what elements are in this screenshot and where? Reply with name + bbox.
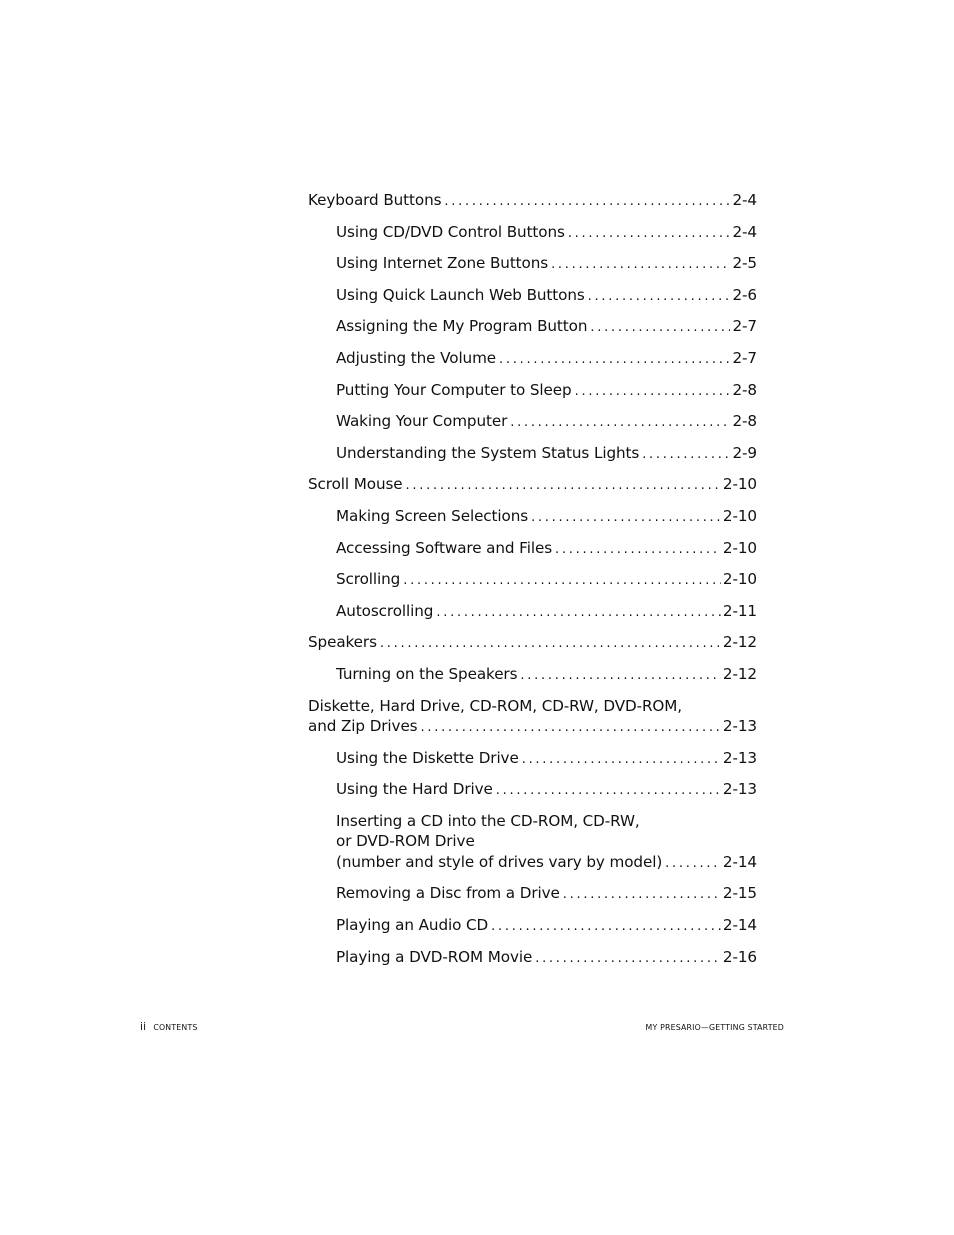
toc-entry[interactable] — [308, 411, 757, 434]
toc-entry-title: Autoscrolling — [336, 601, 434, 620]
footer-page-number: ii — [140, 1021, 147, 1033]
dot-leader — [491, 917, 721, 938]
toc-entry[interactable] — [308, 253, 757, 276]
dot-leader — [535, 949, 721, 970]
toc-entry[interactable] — [308, 474, 757, 497]
toc-entry[interactable] — [308, 915, 757, 938]
toc-entry-row — [336, 947, 757, 970]
toc-entry[interactable] — [308, 285, 757, 308]
dot-leader — [421, 718, 721, 739]
toc-entry-title: Playing an Audio CD — [336, 915, 489, 934]
toc-entry-page-number: 2-12 — [722, 633, 757, 652]
toc-entry-row — [336, 664, 757, 687]
toc-entry-page-number: 2-7 — [732, 317, 757, 336]
toc-entry-row — [308, 716, 757, 739]
dot-leader — [380, 634, 721, 655]
toc-entry[interactable] — [308, 601, 757, 624]
toc-entry[interactable] — [308, 696, 757, 739]
toc-entry[interactable] — [308, 947, 757, 970]
toc-entry-title: Keyboard Buttons — [308, 191, 442, 209]
dot-leader — [568, 224, 731, 245]
toc-entry-page-number: 2-8 — [732, 412, 757, 431]
toc-entry[interactable] — [308, 569, 757, 592]
toc-entry[interactable] — [308, 664, 757, 687]
toc-entry-page-number: 2-15 — [722, 884, 757, 903]
toc-entry-title: Assigning the My Program Button — [336, 317, 588, 336]
toc-entry-page-number: 2-9 — [732, 443, 757, 462]
toc-entry[interactable] — [308, 316, 757, 339]
dot-leader — [499, 350, 730, 371]
dot-leader — [496, 781, 721, 802]
toc-entry-title: Putting Your Computer to Sleep — [336, 380, 572, 399]
dot-leader — [403, 571, 721, 592]
dot-leader — [642, 445, 730, 466]
toc-entry-page-number: 2-7 — [732, 348, 757, 367]
toc-entry-page-number: 2-5 — [732, 254, 757, 273]
dot-leader — [588, 287, 731, 308]
dot-leader — [522, 750, 721, 771]
toc-entry-title: and Zip Drives — [308, 717, 418, 735]
toc-entry-row — [336, 779, 757, 802]
toc-entry[interactable] — [308, 348, 757, 371]
toc-entry-row — [336, 443, 757, 466]
toc-entry-row — [336, 222, 757, 245]
toc-entry-page-number: 2-8 — [732, 380, 757, 399]
toc-entry-title: Playing a DVD-ROM Movie — [336, 947, 533, 966]
toc-entry-page-number: 2-10 — [722, 538, 757, 557]
toc-entry-title: Using Quick Launch Web Buttons — [336, 285, 585, 304]
toc-entry[interactable] — [308, 380, 757, 403]
toc-entry[interactable] — [308, 811, 757, 875]
toc-entry[interactable] — [308, 883, 757, 906]
toc-entry-title: (number and style of drives vary by model) — [336, 852, 663, 871]
dot-leader — [520, 666, 721, 687]
toc-entry-row — [336, 506, 757, 529]
toc-entry-title: Making Screen Selections — [336, 506, 529, 525]
toc-entry-row — [336, 411, 757, 434]
toc-entry-page-number: 2-10 — [722, 506, 757, 525]
toc-entry-row — [336, 852, 757, 875]
toc-entry[interactable] — [308, 748, 757, 771]
dot-leader — [575, 382, 731, 403]
toc-entry-page-number: 2-13 — [722, 717, 757, 735]
toc-entry-row — [336, 316, 757, 339]
toc-entry-title-line: or DVD-ROM Drive — [336, 832, 475, 851]
toc-entry-page-number: 2-6 — [732, 285, 757, 304]
toc-entry[interactable] — [308, 632, 757, 655]
toc-entry-page-number: 2-16 — [722, 947, 757, 966]
toc-entry-title-line: Diskette, Hard Drive, CD-ROM, CD-RW, DVD-ROM, — [308, 696, 683, 715]
toc-entry-page-number: 2-13 — [722, 748, 757, 767]
dot-leader — [444, 192, 730, 213]
toc-entry-page-number: 2-13 — [722, 780, 757, 799]
toc-entry-title: Adjusting the Volume — [336, 348, 497, 367]
toc-entry-row — [336, 748, 757, 771]
toc-entry-title: Using the Hard Drive — [336, 780, 493, 799]
footer-right — [646, 1021, 784, 1033]
toc-entry-row — [336, 285, 757, 308]
toc-entry-page-number: 2-14 — [722, 915, 757, 934]
toc-entry-title: Using Internet Zone Buttons — [336, 254, 549, 273]
toc-entry-page-number: 2-10 — [722, 475, 757, 494]
toc-entry-row — [336, 380, 757, 403]
toc-entry[interactable] — [308, 443, 757, 466]
toc-entry-row — [308, 474, 757, 497]
toc-entry[interactable] — [308, 190, 757, 213]
dot-leader — [406, 476, 721, 497]
toc-entry[interactable] — [308, 506, 757, 529]
toc-entry-row — [336, 915, 757, 938]
footer-book-title: MY PRESARIO—GETTING STARTED — [645, 1023, 784, 1032]
toc-entry-page-number: 2-12 — [722, 664, 757, 683]
dot-leader — [555, 540, 721, 561]
toc-entry-row — [336, 601, 757, 624]
toc-entry-page-number: 2-4 — [732, 191, 757, 209]
toc-entry-title: Using the Diskette Drive — [336, 748, 519, 767]
dot-leader — [531, 508, 721, 529]
toc-entry[interactable] — [308, 538, 757, 561]
toc-entry-title: Waking Your Computer — [336, 412, 508, 431]
toc-entry-title: Scroll Mouse — [308, 475, 403, 494]
dot-leader — [563, 885, 721, 906]
toc-entry-title: Speakers — [308, 633, 377, 652]
toc-entry-row — [336, 569, 757, 592]
toc-entry-title: Accessing Software and Files — [336, 538, 553, 557]
toc-entry-row — [336, 538, 757, 561]
toc-entry-title: Turning on the Speakers — [336, 664, 518, 683]
toc-entry-row — [336, 883, 757, 906]
toc-entry-row — [308, 190, 757, 213]
dot-leader — [436, 603, 721, 624]
toc-entry-page-number: 2-14 — [722, 852, 757, 871]
dot-leader — [590, 318, 730, 339]
footer-section-title: CONTENTS — [153, 1023, 198, 1032]
toc-entry-row — [336, 253, 757, 276]
toc-entry-row — [336, 348, 757, 371]
table-of-contents — [308, 190, 757, 978]
dot-leader — [551, 255, 730, 276]
dot-leader — [510, 413, 730, 434]
toc-entry-row — [308, 632, 757, 655]
toc-entry[interactable] — [308, 222, 757, 245]
toc-entry-page-number: 2-10 — [722, 570, 757, 589]
toc-entry-title: Understanding the System Status Lights — [336, 443, 640, 462]
toc-entry-title: Using CD/DVD Control Buttons — [336, 222, 565, 241]
toc-entry-title: Removing a Disc from a Drive — [336, 884, 560, 903]
toc-entry-title: Scrolling — [336, 570, 401, 589]
toc-entry[interactable] — [308, 779, 757, 802]
footer-left — [140, 1021, 198, 1033]
dot-leader — [665, 854, 721, 875]
toc-entry-page-number: 2-11 — [722, 601, 757, 620]
toc-entry-title-line: Inserting a CD into the CD-ROM, CD-RW, — [336, 811, 640, 830]
toc-entry-page-number: 2-4 — [732, 222, 757, 241]
